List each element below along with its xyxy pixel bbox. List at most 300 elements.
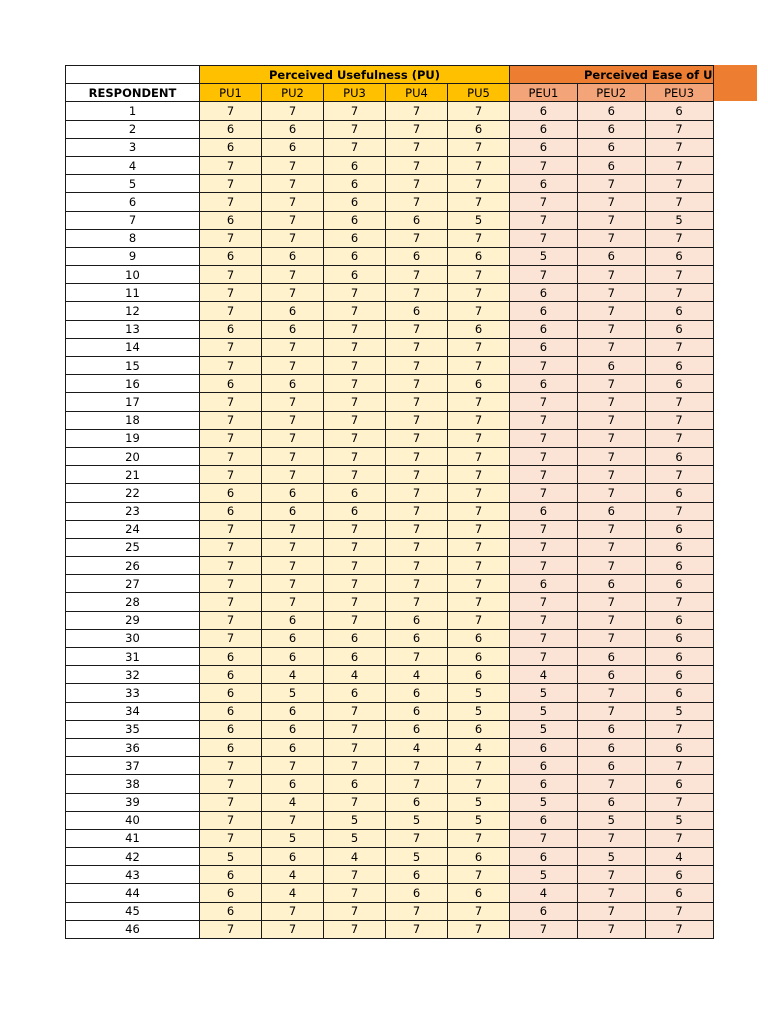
pu5-cell[interactable]: 4 (448, 738, 510, 756)
peu1-cell[interactable]: 6 (510, 775, 578, 793)
pu4-cell[interactable]: 7 (386, 902, 448, 920)
pu1-cell[interactable]: 7 (200, 629, 262, 647)
pu2-cell[interactable]: 6 (262, 702, 324, 720)
peu2-cell[interactable]: 7 (577, 538, 645, 556)
pu3-cell[interactable]: 6 (324, 193, 386, 211)
pu1-cell[interactable]: 6 (200, 120, 262, 138)
pu4-cell[interactable]: 6 (386, 211, 448, 229)
respondent-cell[interactable]: 3 (66, 138, 200, 156)
pu2-cell[interactable]: 7 (262, 593, 324, 611)
pu2-cell[interactable]: 5 (262, 829, 324, 847)
pu4-cell[interactable]: 7 (386, 102, 448, 120)
pu4-cell[interactable]: 6 (386, 702, 448, 720)
peu1-cell[interactable]: 7 (510, 193, 578, 211)
respondent-cell[interactable]: 9 (66, 247, 200, 265)
respondent-cell[interactable]: 16 (66, 375, 200, 393)
peu1-cell[interactable]: 7 (510, 829, 578, 847)
peu1-cell[interactable]: 5 (510, 702, 578, 720)
pu4-cell[interactable]: 7 (386, 648, 448, 666)
peu3-cell[interactable]: 7 (645, 338, 713, 356)
pu5-cell[interactable]: 7 (448, 447, 510, 465)
pu1-cell[interactable]: 6 (200, 648, 262, 666)
pu3-cell[interactable]: 7 (324, 138, 386, 156)
pu4-cell[interactable]: 6 (386, 884, 448, 902)
pu1-cell[interactable]: 6 (200, 666, 262, 684)
pu5-cell[interactable]: 5 (448, 684, 510, 702)
respondent-cell[interactable]: 43 (66, 866, 200, 884)
pu3-cell[interactable]: 7 (324, 557, 386, 575)
respondent-cell[interactable]: 19 (66, 429, 200, 447)
peu1-cell[interactable]: 7 (510, 211, 578, 229)
peu1-cell[interactable]: 7 (510, 648, 578, 666)
pu3-cell[interactable]: 4 (324, 666, 386, 684)
pu3-cell[interactable]: 7 (324, 538, 386, 556)
peu3-cell[interactable]: 6 (645, 775, 713, 793)
pu2-cell[interactable]: 7 (262, 538, 324, 556)
pu5-cell[interactable]: 7 (448, 393, 510, 411)
respondent-cell[interactable]: 21 (66, 466, 200, 484)
pu2-cell[interactable]: 7 (262, 575, 324, 593)
peu2-cell[interactable]: 5 (577, 811, 645, 829)
pu4-cell[interactable]: 7 (386, 447, 448, 465)
pu5-cell[interactable]: 7 (448, 156, 510, 174)
peu1-cell[interactable]: 6 (510, 738, 578, 756)
respondent-cell[interactable]: 8 (66, 229, 200, 247)
pu1-cell[interactable]: 7 (200, 757, 262, 775)
pu2-cell[interactable]: 6 (262, 648, 324, 666)
peu2-cell[interactable]: 7 (577, 211, 645, 229)
pu5-cell[interactable]: 7 (448, 466, 510, 484)
peu1-cell[interactable]: 7 (510, 429, 578, 447)
peu1-cell[interactable]: 7 (510, 411, 578, 429)
pu3-cell[interactable]: 6 (324, 266, 386, 284)
peu3-cell[interactable]: 7 (645, 793, 713, 811)
pu2-cell[interactable]: 7 (262, 520, 324, 538)
pu5-cell[interactable]: 7 (448, 266, 510, 284)
pu5-cell[interactable]: 7 (448, 193, 510, 211)
peu1-cell[interactable]: 7 (510, 611, 578, 629)
pu3-cell[interactable]: 7 (324, 611, 386, 629)
peu3-cell[interactable]: 6 (645, 247, 713, 265)
pu5-cell[interactable]: 7 (448, 520, 510, 538)
peu1-cell[interactable]: 6 (510, 175, 578, 193)
pu3-cell[interactable]: 7 (324, 357, 386, 375)
pu1-cell[interactable]: 7 (200, 175, 262, 193)
peu3-cell[interactable]: 7 (645, 466, 713, 484)
respondent-cell[interactable]: 13 (66, 320, 200, 338)
peu3-cell[interactable]: 7 (645, 284, 713, 302)
pu2-cell[interactable]: 7 (262, 411, 324, 429)
peu3-cell[interactable]: 6 (645, 302, 713, 320)
peu2-cell[interactable]: 6 (577, 575, 645, 593)
pu5-cell[interactable]: 5 (448, 811, 510, 829)
pu4-header[interactable]: PU4 (386, 84, 448, 102)
peu2-cell[interactable]: 7 (577, 829, 645, 847)
pu4-cell[interactable]: 6 (386, 684, 448, 702)
pu3-cell[interactable]: 6 (324, 156, 386, 174)
respondent-cell[interactable]: 45 (66, 902, 200, 920)
pu1-cell[interactable]: 7 (200, 920, 262, 938)
pu5-cell[interactable]: 7 (448, 557, 510, 575)
pu4-cell[interactable]: 6 (386, 302, 448, 320)
respondent-cell[interactable]: 27 (66, 575, 200, 593)
peu1-cell[interactable]: 6 (510, 102, 578, 120)
pu1-cell[interactable]: 7 (200, 302, 262, 320)
peu1-cell[interactable]: 7 (510, 520, 578, 538)
peu1-cell[interactable]: 6 (510, 575, 578, 593)
pu3-cell[interactable]: 7 (324, 320, 386, 338)
peu3-cell[interactable]: 6 (645, 666, 713, 684)
pu1-cell[interactable]: 7 (200, 829, 262, 847)
peu2-cell[interactable]: 7 (577, 702, 645, 720)
respondent-cell[interactable]: 46 (66, 920, 200, 938)
pu2-cell[interactable]: 7 (262, 193, 324, 211)
respondent-cell[interactable]: 22 (66, 484, 200, 502)
peu3-cell[interactable]: 5 (645, 211, 713, 229)
pu4-cell[interactable]: 7 (386, 156, 448, 174)
pu4-cell[interactable]: 7 (386, 593, 448, 611)
pu4-cell[interactable]: 7 (386, 138, 448, 156)
peu3-cell[interactable]: 6 (645, 520, 713, 538)
respondent-cell[interactable]: 14 (66, 338, 200, 356)
pu3-cell[interactable]: 7 (324, 302, 386, 320)
pu3-cell[interactable]: 6 (324, 648, 386, 666)
peu2-cell[interactable]: 7 (577, 884, 645, 902)
peu2-cell[interactable]: 7 (577, 611, 645, 629)
peu3-cell[interactable]: 6 (645, 320, 713, 338)
peu2-cell[interactable]: 7 (577, 320, 645, 338)
peu1-cell[interactable]: 5 (510, 793, 578, 811)
pu5-cell[interactable]: 7 (448, 775, 510, 793)
pu4-cell[interactable]: 7 (386, 757, 448, 775)
pu3-cell[interactable]: 7 (324, 793, 386, 811)
peu1-cell[interactable]: 6 (510, 757, 578, 775)
pu2-cell[interactable]: 4 (262, 666, 324, 684)
respondent-cell[interactable]: 5 (66, 175, 200, 193)
pu3-cell[interactable]: 7 (324, 902, 386, 920)
pu1-cell[interactable]: 7 (200, 575, 262, 593)
respondent-cell[interactable]: 17 (66, 393, 200, 411)
pu2-cell[interactable]: 6 (262, 302, 324, 320)
pu2-cell[interactable]: 7 (262, 338, 324, 356)
peu3-cell[interactable]: 7 (645, 757, 713, 775)
peu1-cell[interactable]: 6 (510, 320, 578, 338)
pu5-cell[interactable]: 7 (448, 902, 510, 920)
pu1-cell[interactable]: 7 (200, 193, 262, 211)
pu1-cell[interactable]: 6 (200, 720, 262, 738)
respondent-cell[interactable]: 31 (66, 648, 200, 666)
pu5-cell[interactable]: 6 (448, 120, 510, 138)
pu1-cell[interactable]: 6 (200, 866, 262, 884)
peu3-cell[interactable]: 6 (645, 357, 713, 375)
respondent-cell[interactable]: 35 (66, 720, 200, 738)
pu2-cell[interactable]: 6 (262, 375, 324, 393)
peu2-cell[interactable]: 6 (577, 247, 645, 265)
pu3-cell[interactable]: 7 (324, 866, 386, 884)
peu2-cell[interactable]: 6 (577, 793, 645, 811)
pu3-cell[interactable]: 6 (324, 775, 386, 793)
pu5-cell[interactable]: 7 (448, 138, 510, 156)
peu2-cell[interactable]: 7 (577, 593, 645, 611)
pu2-cell[interactable]: 7 (262, 757, 324, 775)
peu1-cell[interactable]: 6 (510, 502, 578, 520)
pu3-cell[interactable]: 7 (324, 884, 386, 902)
peu3-cell[interactable]: 6 (645, 375, 713, 393)
respondent-cell[interactable]: 12 (66, 302, 200, 320)
pu5-cell[interactable]: 7 (448, 357, 510, 375)
peu1-cell[interactable]: 4 (510, 666, 578, 684)
respondent-cell[interactable]: 33 (66, 684, 200, 702)
pu4-cell[interactable]: 7 (386, 466, 448, 484)
pu5-cell[interactable]: 7 (448, 102, 510, 120)
peu3-cell[interactable]: 6 (645, 102, 713, 120)
pu5-cell[interactable]: 6 (448, 629, 510, 647)
respondent-cell[interactable]: 30 (66, 629, 200, 647)
pu4-cell[interactable]: 7 (386, 266, 448, 284)
pu4-cell[interactable]: 7 (386, 375, 448, 393)
pu2-cell[interactable]: 6 (262, 120, 324, 138)
pu2-header[interactable]: PU2 (262, 84, 324, 102)
pu2-cell[interactable]: 7 (262, 393, 324, 411)
pu2-cell[interactable]: 6 (262, 775, 324, 793)
peu2-cell[interactable]: 7 (577, 447, 645, 465)
respondent-cell[interactable]: 6 (66, 193, 200, 211)
peu3-cell[interactable]: 6 (645, 684, 713, 702)
peu3-cell[interactable]: 7 (645, 429, 713, 447)
pu1-cell[interactable]: 7 (200, 229, 262, 247)
pu2-cell[interactable]: 6 (262, 848, 324, 866)
peu1-cell[interactable]: 7 (510, 538, 578, 556)
pu2-cell[interactable]: 7 (262, 102, 324, 120)
peu3-cell[interactable]: 6 (645, 557, 713, 575)
peu3-cell[interactable]: 6 (645, 447, 713, 465)
peu1-cell[interactable]: 6 (510, 848, 578, 866)
pu1-cell[interactable]: 7 (200, 357, 262, 375)
peu3-cell[interactable]: 7 (645, 120, 713, 138)
peu3-header[interactable]: PEU3 (645, 84, 713, 102)
pu5-cell[interactable]: 7 (448, 593, 510, 611)
respondent-cell[interactable]: 36 (66, 738, 200, 756)
pu1-cell[interactable]: 6 (200, 502, 262, 520)
peu2-cell[interactable]: 7 (577, 284, 645, 302)
pu4-cell[interactable]: 5 (386, 811, 448, 829)
pu3-cell[interactable]: 6 (324, 229, 386, 247)
pu4-cell[interactable]: 7 (386, 411, 448, 429)
peu2-cell[interactable]: 6 (577, 138, 645, 156)
peu1-cell[interactable]: 7 (510, 484, 578, 502)
peu3-cell[interactable]: 7 (645, 156, 713, 174)
respondent-cell[interactable]: 11 (66, 284, 200, 302)
pu2-cell[interactable]: 7 (262, 557, 324, 575)
peu2-cell[interactable]: 7 (577, 229, 645, 247)
pu1-header[interactable]: PU1 (200, 84, 262, 102)
respondent-cell[interactable]: 29 (66, 611, 200, 629)
pu4-cell[interactable]: 7 (386, 520, 448, 538)
pu4-cell[interactable]: 7 (386, 320, 448, 338)
pu4-cell[interactable]: 6 (386, 720, 448, 738)
pu1-cell[interactable]: 6 (200, 738, 262, 756)
pu1-cell[interactable]: 6 (200, 138, 262, 156)
peu3-cell[interactable]: 7 (645, 175, 713, 193)
pu3-cell[interactable]: 7 (324, 447, 386, 465)
pu1-cell[interactable]: 7 (200, 447, 262, 465)
pu1-cell[interactable]: 7 (200, 338, 262, 356)
pu3-header[interactable]: PU3 (324, 84, 386, 102)
peu3-cell[interactable]: 5 (645, 811, 713, 829)
respondent-cell[interactable]: 34 (66, 702, 200, 720)
respondent-cell[interactable]: 18 (66, 411, 200, 429)
pu5-cell[interactable]: 6 (448, 320, 510, 338)
pu3-cell[interactable]: 7 (324, 429, 386, 447)
peu1-cell[interactable]: 5 (510, 247, 578, 265)
pu2-cell[interactable]: 7 (262, 211, 324, 229)
pu4-cell[interactable]: 7 (386, 120, 448, 138)
pu5-cell[interactable]: 6 (448, 247, 510, 265)
pu5-cell[interactable]: 5 (448, 211, 510, 229)
peu2-cell[interactable]: 6 (577, 720, 645, 738)
pu3-cell[interactable]: 6 (324, 175, 386, 193)
pu2-cell[interactable]: 6 (262, 138, 324, 156)
respondent-cell[interactable]: 4 (66, 156, 200, 174)
pu2-cell[interactable]: 7 (262, 466, 324, 484)
peu3-cell[interactable]: 7 (645, 502, 713, 520)
peu3-cell[interactable]: 5 (645, 702, 713, 720)
pu5-cell[interactable]: 6 (448, 848, 510, 866)
peu1-cell[interactable]: 6 (510, 811, 578, 829)
respondent-cell[interactable]: 20 (66, 447, 200, 465)
peu3-cell[interactable]: 7 (645, 920, 713, 938)
peu1-cell[interactable]: 6 (510, 338, 578, 356)
peu3-cell[interactable]: 7 (645, 411, 713, 429)
pu5-cell[interactable]: 7 (448, 338, 510, 356)
pu4-cell[interactable]: 7 (386, 229, 448, 247)
pu5-cell[interactable]: 7 (448, 175, 510, 193)
pu2-cell[interactable]: 6 (262, 247, 324, 265)
peu3-cell[interactable]: 7 (645, 593, 713, 611)
peu2-cell[interactable]: 7 (577, 920, 645, 938)
pu2-cell[interactable]: 4 (262, 866, 324, 884)
peu1-cell[interactable]: 5 (510, 866, 578, 884)
peu3-cell[interactable]: 7 (645, 393, 713, 411)
peu2-cell[interactable]: 7 (577, 175, 645, 193)
pu1-cell[interactable]: 7 (200, 775, 262, 793)
peu2-cell[interactable]: 7 (577, 266, 645, 284)
peu2-cell[interactable]: 6 (577, 666, 645, 684)
pu1-cell[interactable]: 5 (200, 848, 262, 866)
pu4-cell[interactable]: 6 (386, 793, 448, 811)
pu4-cell[interactable]: 4 (386, 666, 448, 684)
pu2-cell[interactable]: 7 (262, 429, 324, 447)
pu3-cell[interactable]: 7 (324, 411, 386, 429)
pu1-cell[interactable]: 7 (200, 611, 262, 629)
pu4-cell[interactable]: 7 (386, 193, 448, 211)
pu1-cell[interactable]: 7 (200, 156, 262, 174)
pu5-cell[interactable]: 7 (448, 429, 510, 447)
pu2-cell[interactable]: 7 (262, 266, 324, 284)
pu3-cell[interactable]: 7 (324, 102, 386, 120)
pu3-cell[interactable]: 7 (324, 757, 386, 775)
peu1-cell[interactable]: 5 (510, 684, 578, 702)
peu2-cell[interactable]: 7 (577, 429, 645, 447)
pu5-cell[interactable]: 7 (448, 229, 510, 247)
peu2-cell[interactable]: 6 (577, 648, 645, 666)
peu1-cell[interactable]: 5 (510, 720, 578, 738)
pu5-cell[interactable]: 7 (448, 484, 510, 502)
pu1-cell[interactable]: 7 (200, 811, 262, 829)
pu4-cell[interactable]: 7 (386, 357, 448, 375)
pu3-cell[interactable]: 6 (324, 629, 386, 647)
respondent-cell[interactable]: 39 (66, 793, 200, 811)
pu5-header[interactable]: PU5 (448, 84, 510, 102)
peu3-cell[interactable]: 7 (645, 266, 713, 284)
peu2-cell[interactable]: 7 (577, 520, 645, 538)
peu2-cell[interactable]: 7 (577, 411, 645, 429)
peu1-cell[interactable]: 7 (510, 920, 578, 938)
peu1-cell[interactable]: 7 (510, 229, 578, 247)
respondent-cell[interactable]: 15 (66, 357, 200, 375)
pu3-cell[interactable]: 7 (324, 393, 386, 411)
respondent-cell[interactable]: 28 (66, 593, 200, 611)
pu2-cell[interactable]: 5 (262, 684, 324, 702)
pu4-cell[interactable]: 6 (386, 611, 448, 629)
pu5-cell[interactable]: 6 (448, 375, 510, 393)
peu2-cell[interactable]: 7 (577, 302, 645, 320)
peu1-header[interactable]: PEU1 (510, 84, 578, 102)
pu1-cell[interactable]: 7 (200, 393, 262, 411)
pu3-cell[interactable]: 7 (324, 593, 386, 611)
pu1-cell[interactable]: 7 (200, 557, 262, 575)
pu3-cell[interactable]: 7 (324, 284, 386, 302)
pu1-cell[interactable]: 7 (200, 266, 262, 284)
pu5-cell[interactable]: 5 (448, 793, 510, 811)
peu2-cell[interactable]: 6 (577, 156, 645, 174)
peu2-cell[interactable]: 6 (577, 502, 645, 520)
pu1-cell[interactable]: 6 (200, 684, 262, 702)
pu1-cell[interactable]: 6 (200, 702, 262, 720)
pu2-cell[interactable]: 6 (262, 320, 324, 338)
pu3-cell[interactable]: 7 (324, 120, 386, 138)
peu2-cell[interactable]: 6 (577, 357, 645, 375)
peu1-cell[interactable]: 6 (510, 302, 578, 320)
peu1-cell[interactable]: 7 (510, 557, 578, 575)
peu1-cell[interactable]: 7 (510, 466, 578, 484)
pu-group-header[interactable]: Perceived Usefulness (PU) (200, 66, 510, 84)
peu2-cell[interactable]: 7 (577, 375, 645, 393)
peu3-cell[interactable]: 6 (645, 611, 713, 629)
pu2-cell[interactable]: 7 (262, 175, 324, 193)
pu5-cell[interactable]: 6 (448, 666, 510, 684)
pu1-cell[interactable]: 7 (200, 411, 262, 429)
pu3-cell[interactable]: 6 (324, 684, 386, 702)
pu2-cell[interactable]: 6 (262, 611, 324, 629)
respondent-cell[interactable]: 2 (66, 120, 200, 138)
peu2-cell[interactable]: 7 (577, 629, 645, 647)
pu3-cell[interactable]: 7 (324, 920, 386, 938)
pu1-cell[interactable]: 6 (200, 211, 262, 229)
pu1-cell[interactable]: 7 (200, 793, 262, 811)
pu2-cell[interactable]: 7 (262, 156, 324, 174)
peu3-cell[interactable]: 7 (645, 193, 713, 211)
pu3-cell[interactable]: 6 (324, 502, 386, 520)
pu5-cell[interactable]: 7 (448, 284, 510, 302)
peu1-cell[interactable]: 6 (510, 120, 578, 138)
pu3-cell[interactable]: 7 (324, 738, 386, 756)
peu1-cell[interactable]: 4 (510, 884, 578, 902)
pu4-cell[interactable]: 7 (386, 338, 448, 356)
respondent-cell[interactable]: 10 (66, 266, 200, 284)
peu1-cell[interactable]: 7 (510, 266, 578, 284)
peu2-cell[interactable]: 6 (577, 738, 645, 756)
